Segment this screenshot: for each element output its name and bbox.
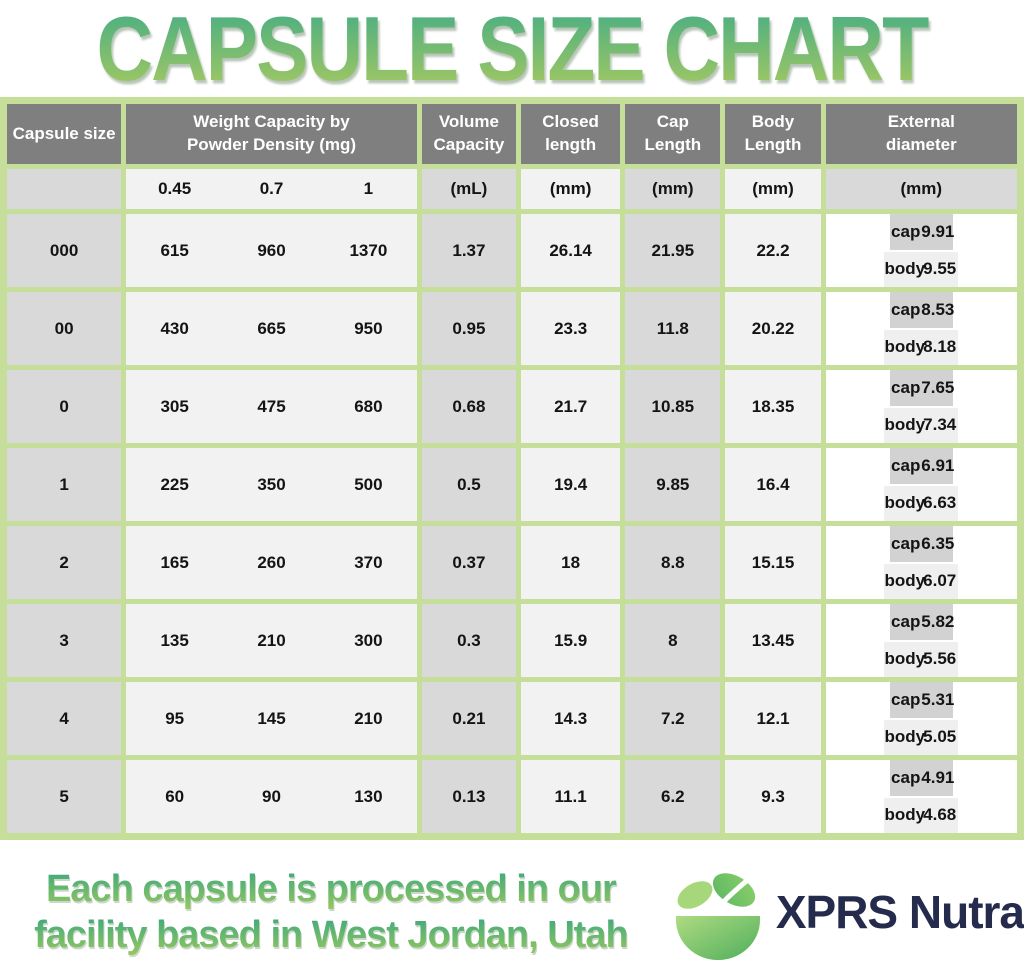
external-body-subrow [884, 330, 958, 366]
cell-cap-length: 21.95 [625, 214, 720, 287]
weight-density-045: 615 [160, 240, 189, 260]
cell-volume-capacity: 0.68 [422, 370, 516, 443]
footer-line-1: Each capsule is processed in our [0, 866, 662, 912]
weight-density-045: 225 [160, 474, 189, 494]
cell-cap-length: 8 [625, 604, 720, 677]
body-label: body [884, 415, 926, 435]
cell-cap-length: 6.2 [625, 760, 720, 833]
cap-value: 6.91 [921, 455, 955, 475]
weight-density-07: 210 [257, 630, 286, 650]
weight-density-1: 300 [354, 630, 383, 650]
external-cap-subrow [890, 604, 955, 640]
cell-external-diameter [826, 604, 1017, 677]
cell-weight-capacities [126, 292, 417, 365]
density-07: 0.7 [259, 179, 284, 198]
cell-closed-length: 15.9 [521, 604, 620, 677]
cell-closed-length: 18 [521, 526, 620, 599]
cap-label: cap [891, 377, 921, 397]
table-row [7, 448, 1017, 521]
external-cap-subrow [890, 682, 955, 718]
capsule-size-table [0, 97, 1024, 840]
body-value: 9.55 [923, 259, 957, 279]
density-1: 1 [363, 179, 374, 198]
cell-body-length: 9.3 [725, 760, 820, 833]
cell-external-diameter [826, 448, 1017, 521]
cell-closed-length: 23.3 [521, 292, 620, 365]
weight-density-1: 680 [354, 396, 383, 416]
cap-label: cap [891, 533, 921, 553]
weight-density-07: 960 [257, 240, 286, 260]
cap-label: cap [891, 611, 921, 631]
cell-external-diameter [826, 292, 1017, 365]
cell-capsule-size: 4 [7, 682, 121, 755]
cell-body-length: 13.45 [725, 604, 820, 677]
weight-density-07: 350 [257, 474, 286, 494]
cell-body-length: 22.2 [725, 214, 820, 287]
cell-capsule-size: 00 [7, 292, 121, 365]
cell-body-length: 12.1 [725, 682, 820, 755]
weight-density-045: 95 [165, 708, 185, 728]
cell-external-diameter [826, 682, 1017, 755]
density-045: 0.45 [158, 179, 192, 198]
cell-body-length: 20.22 [725, 292, 820, 365]
cell-cap-length: 10.85 [625, 370, 720, 443]
weight-density-045: 135 [160, 630, 189, 650]
cell-body-length: 18.35 [725, 370, 820, 443]
cap-value: 8.53 [921, 299, 955, 319]
external-cap-subrow [890, 760, 955, 796]
external-cap-subrow [890, 292, 955, 328]
cell-volume-capacity: 0.95 [422, 292, 516, 365]
weight-density-045: 165 [160, 552, 189, 572]
weight-density-1: 370 [354, 552, 383, 572]
header-volume-capacity: Volume Capacity [422, 104, 516, 164]
external-cap-subrow [890, 526, 955, 562]
cap-label: cap [891, 689, 921, 709]
external-body-subrow [884, 798, 958, 834]
cell-weight-capacities [126, 214, 417, 287]
cell-capsule-size: 5 [7, 760, 121, 833]
weight-density-07: 475 [257, 396, 286, 416]
body-label: body [884, 649, 926, 669]
cap-label: cap [891, 299, 921, 319]
footer-line-2: facility based in West Jordan, Utah [0, 912, 662, 958]
external-body-subrow [884, 642, 958, 678]
external-body-subrow [884, 408, 958, 444]
table-units-row [7, 169, 1017, 209]
body-label: body [884, 805, 926, 825]
cell-external-diameter [826, 526, 1017, 599]
body-value: 6.63 [923, 493, 957, 513]
table-row [7, 292, 1017, 365]
header-external-diameter: External diameter [826, 104, 1017, 164]
header-capsule-size: Capsule size [7, 104, 121, 164]
footer [0, 864, 1024, 960]
external-cap-subrow [890, 448, 955, 484]
external-body-subrow [884, 720, 958, 756]
units-densities [126, 169, 417, 209]
brand-name: XPRS Nutra [775, 886, 1024, 938]
cell-cap-length: 8.8 [625, 526, 720, 599]
body-value: 6.07 [923, 571, 957, 591]
cell-volume-capacity: 0.13 [422, 760, 516, 833]
units-cap-length: (mm) [625, 169, 720, 209]
cell-weight-capacities [126, 682, 417, 755]
page-title: CAPSULE SIZE CHART [96, 0, 928, 101]
cell-volume-capacity: 0.3 [422, 604, 516, 677]
external-cap-subrow [890, 214, 955, 250]
cell-volume-capacity: 0.37 [422, 526, 516, 599]
weight-density-07: 665 [257, 318, 286, 338]
table-row [7, 760, 1017, 833]
cell-weight-capacities [126, 370, 417, 443]
body-label: body [884, 493, 926, 513]
table-row [7, 682, 1017, 755]
cap-value: 7.65 [921, 377, 955, 397]
weight-density-045: 305 [160, 396, 189, 416]
weight-density-07: 90 [262, 786, 281, 806]
cell-closed-length: 14.3 [521, 682, 620, 755]
cell-volume-capacity: 0.21 [422, 682, 516, 755]
cell-closed-length: 26.14 [521, 214, 620, 287]
body-label: body [884, 571, 926, 591]
table-row [7, 214, 1017, 287]
cell-capsule-size: 3 [7, 604, 121, 677]
units-external-diameter: (mm) [826, 169, 1017, 209]
header-closed-length: Closed length [521, 104, 620, 164]
footer-note [0, 866, 662, 959]
cap-value: 5.82 [921, 611, 955, 631]
cell-capsule-size: 000 [7, 214, 121, 287]
units-capsule-size-empty [7, 169, 121, 209]
cap-label: cap [891, 455, 921, 475]
cell-external-diameter [826, 214, 1017, 287]
external-body-subrow [884, 486, 958, 522]
cap-value: 5.31 [921, 689, 955, 709]
cell-weight-capacities [126, 526, 417, 599]
cell-closed-length: 19.4 [521, 448, 620, 521]
external-body-subrow [884, 564, 958, 600]
table-row [7, 370, 1017, 443]
body-value: 5.05 [923, 727, 957, 747]
body-value: 5.56 [923, 649, 957, 669]
header-body-length: Body Length [725, 104, 820, 164]
title-wrap [0, 0, 1024, 97]
cell-external-diameter [826, 370, 1017, 443]
table-row [7, 526, 1017, 599]
body-value: 4.68 [923, 805, 957, 825]
cell-closed-length: 11.1 [521, 760, 620, 833]
cell-volume-capacity: 0.5 [422, 448, 516, 521]
weight-density-1: 210 [354, 708, 383, 728]
cell-volume-capacity: 1.37 [422, 214, 516, 287]
cap-label: cap [891, 221, 921, 241]
body-value: 8.18 [923, 337, 957, 357]
external-body-subrow [884, 252, 958, 288]
body-label: body [884, 727, 926, 747]
weight-density-1: 130 [354, 786, 383, 806]
weight-density-045: 60 [165, 786, 185, 806]
weight-density-1: 1370 [349, 240, 388, 260]
body-label: body [884, 259, 926, 279]
external-cap-subrow [890, 370, 955, 406]
mortar-leaves-icon [668, 864, 768, 960]
weight-density-045: 430 [160, 318, 189, 338]
cap-value: 4.91 [921, 767, 955, 787]
weight-density-1: 950 [354, 318, 383, 338]
cell-weight-capacities [126, 760, 417, 833]
cell-closed-length: 21.7 [521, 370, 620, 443]
units-closed-length: (mm) [521, 169, 620, 209]
cell-cap-length: 7.2 [625, 682, 720, 755]
header-cap-length: Cap Length [625, 104, 720, 164]
body-label: body [884, 337, 926, 357]
body-value: 7.34 [923, 415, 957, 435]
cell-weight-capacities [126, 604, 417, 677]
cell-capsule-size: 2 [7, 526, 121, 599]
cell-external-diameter [826, 760, 1017, 833]
units-volume: (mL) [422, 169, 516, 209]
cap-value: 6.35 [921, 533, 955, 553]
table-row [7, 604, 1017, 677]
cap-label: cap [891, 767, 921, 787]
units-body-length: (mm) [725, 169, 820, 209]
cell-weight-capacities [126, 448, 417, 521]
weight-density-07: 145 [257, 708, 286, 728]
cell-capsule-size: 0 [7, 370, 121, 443]
cell-capsule-size: 1 [7, 448, 121, 521]
cap-value: 9.91 [921, 221, 955, 241]
cell-body-length: 16.4 [725, 448, 820, 521]
header-weight-capacity: Weight Capacity by Powder Density (mg) [126, 104, 417, 164]
cell-body-length: 15.15 [725, 526, 820, 599]
cell-cap-length: 9.85 [625, 448, 720, 521]
table-header-row [7, 104, 1017, 164]
brand-logo [668, 864, 1024, 960]
cell-cap-length: 11.8 [625, 292, 720, 365]
weight-density-1: 500 [354, 474, 383, 494]
weight-density-07: 260 [257, 552, 286, 572]
